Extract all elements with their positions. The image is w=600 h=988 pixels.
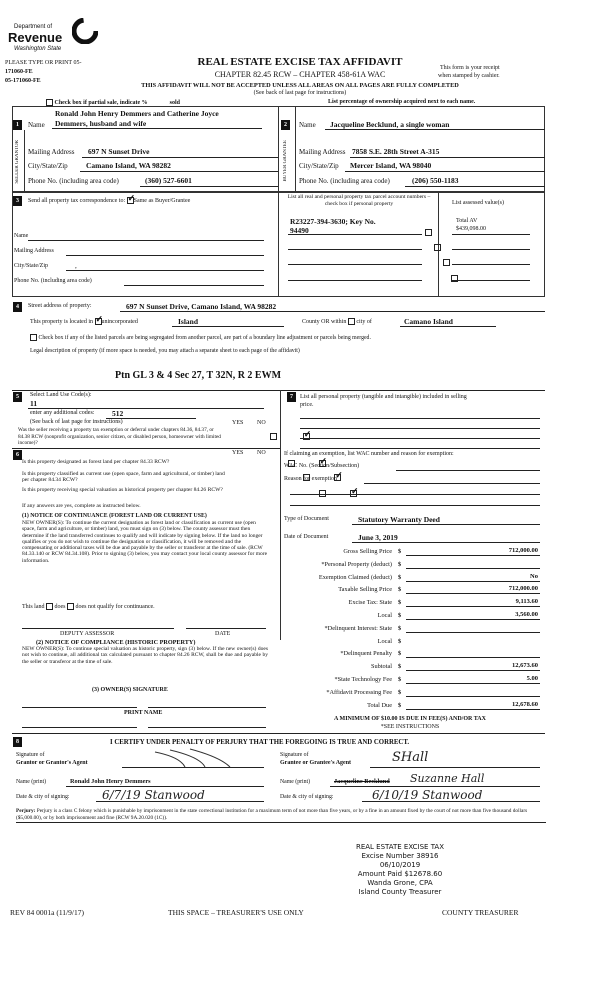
personal-property-checkbox[interactable] <box>434 244 441 251</box>
form-title: REAL ESTATE EXCISE TAX AFFIDAVIT <box>197 56 403 68</box>
notice-compliance-title: (2) NOTICE OF COMPLIANCE (HISTORIC PROPERTY) <box>36 639 196 646</box>
ref-number: 171060-FE <box>5 69 33 75</box>
city-checkbox[interactable] <box>348 318 355 325</box>
phone-label: Phone No. (including area code) <box>299 177 390 185</box>
grantee-agent-label: Grantee or Grantee's Agent <box>280 760 352 766</box>
dollar-sign: $ <box>398 624 402 632</box>
city-of-label: city of <box>356 318 372 325</box>
date-city-label: Date & city of signing: <box>16 794 70 800</box>
minimum-note: A MINIMUM OF $10.00 IS DUE IN FEE(S) AND/OR TAX <box>334 716 486 722</box>
grantor-date-city[interactable]: 6/7/19 Stanwood <box>102 788 205 802</box>
county-or-label: County OR within <box>302 318 347 325</box>
stamp-line: Island County Treasurer <box>358 888 442 896</box>
amount-value[interactable]: 12,673.60 <box>512 662 538 670</box>
amount-value[interactable]: No <box>530 572 538 580</box>
section-number: 2 <box>281 120 290 130</box>
buyer-name[interactable]: Jacqueline Becklund, a single woman <box>330 120 450 129</box>
date-city-label: Date & city of signing: <box>280 794 334 800</box>
segregate-row <box>30 334 371 341</box>
notice-continuance-body: NEW OWNER(S): To continue the current designation as forest land or classification as current use (open space, farm and agriculture, or timber) land, you must sign on (3) below. The county assessor must then determine if the land transferred continues to qualify and will indicate by signing below. If the land no longer qualifies or you do not wish to continue the designation or classification, it will be removed and the compensating or additional taxes will be due and payable by the seller or transferor at the time of sale. (RCW 84.33.140 or RCW 84.34.108). Prior to signing (3) below, you may contact your local county assessor for more information. <box>22 520 268 564</box>
amount-label: *Delinquent Interest: State <box>324 624 392 632</box>
amount-label: Local <box>377 637 392 645</box>
dollar-sign: $ <box>398 650 402 658</box>
does-not-label: does not qualify for continuance. <box>75 603 155 610</box>
phone-label: Phone No. (including area code) <box>28 177 119 185</box>
city-name[interactable]: Camano Island <box>404 317 453 326</box>
amount-value[interactable]: 712,000.00 <box>508 585 538 593</box>
notice-continuance-title: (1) NOTICE OF CONTINUANCE (FOREST LAND OR CURRENT USE) <box>22 513 207 519</box>
form-subtitle: CHAPTER 82.45 RCW – CHAPTER 458-61A WAC <box>214 70 386 79</box>
certify-statement: I CERTIFY UNDER PENALTY OF PERJURY THAT THE FOREGOING IS TRUE AND CORRECT. <box>110 739 410 746</box>
amount-value[interactable]: 712,000.00 <box>508 547 538 554</box>
doc-type[interactable]: Statutory Warranty Deed <box>358 515 440 524</box>
personal-property-checkbox[interactable] <box>443 259 450 266</box>
partial-sale <box>46 99 180 106</box>
amount-label: *Delinquent Penalty <box>340 650 392 658</box>
doc-type-label: Type of Document <box>284 516 329 522</box>
same-label: Same as Buyer/Grantee <box>133 197 191 204</box>
section-number: 1 <box>13 120 22 130</box>
dollar-sign: $ <box>398 612 402 619</box>
historical-question: Is this property receiving special valuation as historical property per chapter 84.26 RCW? <box>22 487 223 493</box>
dollar-sign: $ <box>398 676 402 683</box>
buyer-city[interactable]: Mercer Island, WA 98040 <box>350 161 432 170</box>
amount-value[interactable]: 9,113.60 <box>515 598 538 606</box>
amount-label: *Affidavit Processing Fee <box>326 688 392 696</box>
treasurer-use-label: THIS SPACE – TREASURER'S USE ONLY <box>168 908 304 917</box>
does-checkbox[interactable] <box>46 603 53 610</box>
stamp-date: 06/10/2019 <box>379 861 421 869</box>
seller-name[interactable]: Demmers, husband and wife <box>55 119 147 128</box>
dollar-sign: $ <box>398 688 402 696</box>
city-label: City/State/Zip <box>28 162 68 170</box>
assessed-value[interactable]: Total AV <box>456 218 478 224</box>
amount-label: Excise Tax: State <box>348 599 392 607</box>
doc-date-label: Date of Document <box>284 534 329 540</box>
buyer-side-label: BUYER GRANTEE <box>283 140 288 182</box>
section-number: 6 <box>13 450 22 460</box>
buyer-mailing-address[interactable]: 7858 S.E. 28th Street A-315 <box>352 147 440 156</box>
name-label: Name <box>28 121 45 129</box>
logo-text: Department of <box>14 24 53 30</box>
assessed-value[interactable]: $439,098.00 <box>456 226 486 232</box>
grantor-agent-label: Grantor or Grantor's Agent <box>16 760 88 766</box>
amount-value[interactable]: 12,678.60 <box>512 700 538 708</box>
grantor-signature[interactable] <box>150 747 240 770</box>
personal-property-checkbox[interactable] <box>425 229 432 236</box>
same-as-buyer-checkbox[interactable] <box>127 197 134 204</box>
parcel-number[interactable]: R23227-394-3630; Key No. <box>290 217 376 226</box>
name-print-label: Name (print) <box>16 779 47 785</box>
land-use-code[interactable]: 11 <box>30 399 38 408</box>
see-instructions: *SEE INSTRUCTIONS <box>380 724 440 730</box>
dollar-sign: $ <box>398 560 402 568</box>
signature-of-label: Signature of <box>280 752 309 758</box>
if-yes-note: If any answers are yes, complete as instructed below. <box>22 503 141 509</box>
no-header: NO <box>257 450 266 456</box>
doc-date[interactable]: June 3, 2019 <box>358 533 398 542</box>
exempt-yes-checkbox[interactable] <box>270 433 277 440</box>
dollar-sign: $ <box>398 573 402 581</box>
unincorporated-label: unincorporated <box>101 318 138 325</box>
partial-sale-label: Check box if partial sale, indicate % <box>54 99 148 106</box>
segregate-checkbox[interactable] <box>30 334 37 341</box>
amount-value[interactable]: 3,560.00 <box>515 611 538 618</box>
amount-label: Total Due <box>367 701 392 709</box>
excise-number: Excise Number 38916 <box>361 852 439 860</box>
perjury-text: Perjury is a class C felony which is punishable by imprisonment in the state correctional institution for a maximum term of not more than five years, or by a fine in an amount fixed by the court of not more than five thousand dollars ($5,000.00), or by both imprisonment and fine (RCW 9A.20.020 (1C)). <box>16 808 528 821</box>
dollar-sign: $ <box>398 637 402 645</box>
exemption-question: Was the seller receiving a property tax exemption or deferral under chapters 84.36, 84.37, or 84.38 RCW (nonprofit organization, senior citizen, or disabled person, homeowner with limited income)? <box>18 427 221 446</box>
mailing-label: Mailing Address <box>28 148 75 156</box>
send-label: Send all property tax correspondence to: <box>28 197 126 204</box>
grantee-handwritten-name[interactable]: Suzanne Hall <box>410 772 485 785</box>
amount-label: Subtotal <box>371 663 392 671</box>
section-number: 8 <box>13 737 22 747</box>
type-print-label: PLEASE TYPE OR PRINT 05- <box>5 60 82 66</box>
section-number: 7 <box>287 392 296 402</box>
section-number: 3 <box>13 196 22 206</box>
mailing-label: Mailing Address <box>14 248 54 254</box>
amount-value[interactable]: 5.00 <box>526 675 538 682</box>
additional-codes[interactable]: 512 <box>112 409 124 418</box>
signature-of-label: Signature of <box>16 752 45 758</box>
seller-city[interactable]: Camano Island, WA 98282 <box>86 161 171 170</box>
logo-text: Washington State <box>14 46 62 52</box>
seller-name[interactable]: Ronald John Henry Demmers and Catherine Joyce <box>55 109 219 118</box>
notice-compliance-body: NEW OWNER(S): To continue special valuation as historic property, sign (3) below. If the new owner(s) does not wish to continue, all additional tax calculated pursuant to chapter 84.26 RCW, shall be due and payable by the seller or transferor at the time of sale. <box>22 646 268 665</box>
city-value[interactable]: , <box>75 262 77 270</box>
deputy-assessor-label: DEPUTY ASSESSOR <box>60 631 115 637</box>
located-label: This property is located in <box>30 318 93 325</box>
name-print-label: Name (print) <box>280 779 311 785</box>
continuance-row <box>22 603 155 610</box>
name-label: Name <box>14 233 29 239</box>
current-use-question: Is this property classified as current use (open space, farm and agricultural, or timber) land per chapter 84.34 RCW? <box>22 471 225 483</box>
assessed-header: List assessed value(s) <box>452 200 504 206</box>
print-name-label: PRINT NAME <box>124 710 163 716</box>
parcel-header: List all real and personal property tax parcel account numbers – check box if personal property <box>287 194 431 207</box>
personal-property-label: List all personal property (tangible and intangible) included in selling price. <box>300 394 467 408</box>
seller-phone[interactable]: (360) 527-6601 <box>145 176 192 185</box>
logo-swoosh-icon <box>72 18 98 44</box>
additional-codes-label: enter any additional codes: <box>30 410 95 416</box>
buyer-phone[interactable]: (206) 550-1183 <box>412 176 459 185</box>
city-label: City/State/Zip <box>299 162 339 170</box>
amount-label: Local <box>377 612 392 619</box>
amount-label: Gross Selling Price <box>343 548 392 555</box>
city-row <box>302 318 372 325</box>
yes-header: YES <box>232 420 244 426</box>
property-street-address[interactable]: 697 N Sunset Drive, Camano Island, WA 98282 <box>126 302 277 311</box>
amount-label: Taxable Selling Price <box>338 586 392 594</box>
section-number: 4 <box>13 302 22 312</box>
mailing-label: Mailing Address <box>299 148 346 156</box>
yes-header: YES <box>232 450 244 456</box>
land-use-label: Select Land Use Code(s): <box>30 392 92 398</box>
located-row <box>30 318 138 325</box>
seller-mailing-address[interactable]: 697 N Sunset Drive <box>88 147 150 156</box>
amount-label: Exemption Claimed (deduct) <box>318 573 392 581</box>
wac-label: WAC No. (Section/Subsection) <box>284 463 360 469</box>
grantee-signature[interactable]: SHall <box>392 750 429 765</box>
segregate-label: Check box if any of the listed parcels are being segregated from another parcel, are part of a boundary line adjustment or parcels being merged. <box>38 334 371 341</box>
does-label: does <box>54 603 66 610</box>
form-revision: REV 84 0001a (11/9/17) <box>10 908 84 917</box>
exemption-label: If claiming an exemption, list WAC number and reason for exemption: <box>284 451 454 457</box>
owner-signature-label: (3) OWNER(S) SIGNATURE <box>92 687 168 693</box>
receipt-note: This form is your receipt <box>440 65 500 71</box>
grantor-print-name[interactable]: Ronald John Henry Demmers <box>70 778 151 785</box>
stamp-line: REAL ESTATE EXCISE TAX <box>355 843 445 851</box>
county-name[interactable]: Island <box>178 317 199 326</box>
section-number: 5 <box>13 392 22 402</box>
legal-description[interactable]: Ptn GL 3 & 4 Sec 27, T 32N, R 2 EWM <box>115 370 282 381</box>
phone-label: Phone No. (including area code) <box>14 278 92 284</box>
this-land-label: This land <box>22 603 45 610</box>
dollar-sign: $ <box>398 701 402 709</box>
warning-text: THIS AFFIDAVIT WILL NOT BE ACCEPTED UNLESS ALL AREAS ON ALL PAGES ARE FULLY COMPLETED <box>141 82 459 89</box>
see-back-note: (See back of last page for instructions) <box>253 90 347 96</box>
dollar-sign: $ <box>398 548 402 555</box>
legal-label: Legal description of property (if more space is needed, you may attach a separate sheet to each page of the affidavit) <box>30 348 300 354</box>
forest-question: Is this property designated as forest land per chapter 84.33 RCW? <box>22 459 170 465</box>
seller-side-label: SELLER GRANTOR <box>15 140 20 184</box>
county-treasurer-label: COUNTY TREASURER <box>442 908 519 917</box>
treasurer-stamp <box>320 843 480 897</box>
no-header: NO <box>257 420 266 426</box>
amount-paid: Amount Paid $12678.60 <box>357 870 443 878</box>
unincorporated-checkbox[interactable] <box>95 318 102 325</box>
city-label: City/State/Zip <box>14 263 48 269</box>
dollar-sign: $ <box>398 663 402 671</box>
ownership-note: List percentage of ownership acquired next to each name. <box>328 99 476 105</box>
receipt-note: when stamped by cashier. <box>438 73 500 79</box>
street-label: Street address of property: <box>28 303 92 309</box>
perjury-notice <box>16 808 546 823</box>
parcel-number[interactable]: 94490 <box>290 226 309 235</box>
dollar-sign: $ <box>398 599 402 607</box>
dollar-sign: $ <box>398 586 402 594</box>
stamp-line: Wanda Grone, CPA <box>367 879 433 887</box>
sold-label: sold <box>169 99 181 106</box>
dor-logo <box>8 18 98 58</box>
amount-label: *State Technology Fee <box>334 676 392 683</box>
amount-label: *Personal Property (deduct) <box>321 560 392 568</box>
reason-label: Reason for exemption <box>284 476 337 482</box>
partial-sale-checkbox[interactable] <box>46 99 53 106</box>
name-label: Name <box>299 121 316 129</box>
see-back-note: (See back of last page for instructions) <box>30 419 123 425</box>
perjury-label: Perjury: <box>16 808 36 814</box>
send-correspondence <box>28 197 190 204</box>
date-label: DATE <box>215 631 231 637</box>
ref-number: 05-171060-FE <box>5 78 41 84</box>
does-not-checkbox[interactable] <box>67 603 74 610</box>
logo-text: Revenue <box>8 30 63 45</box>
grantee-date-city[interactable]: 6/10/19 Stanwood <box>372 788 483 802</box>
grantee-print-name[interactable]: Jacqueline Becklund <box>334 778 390 785</box>
